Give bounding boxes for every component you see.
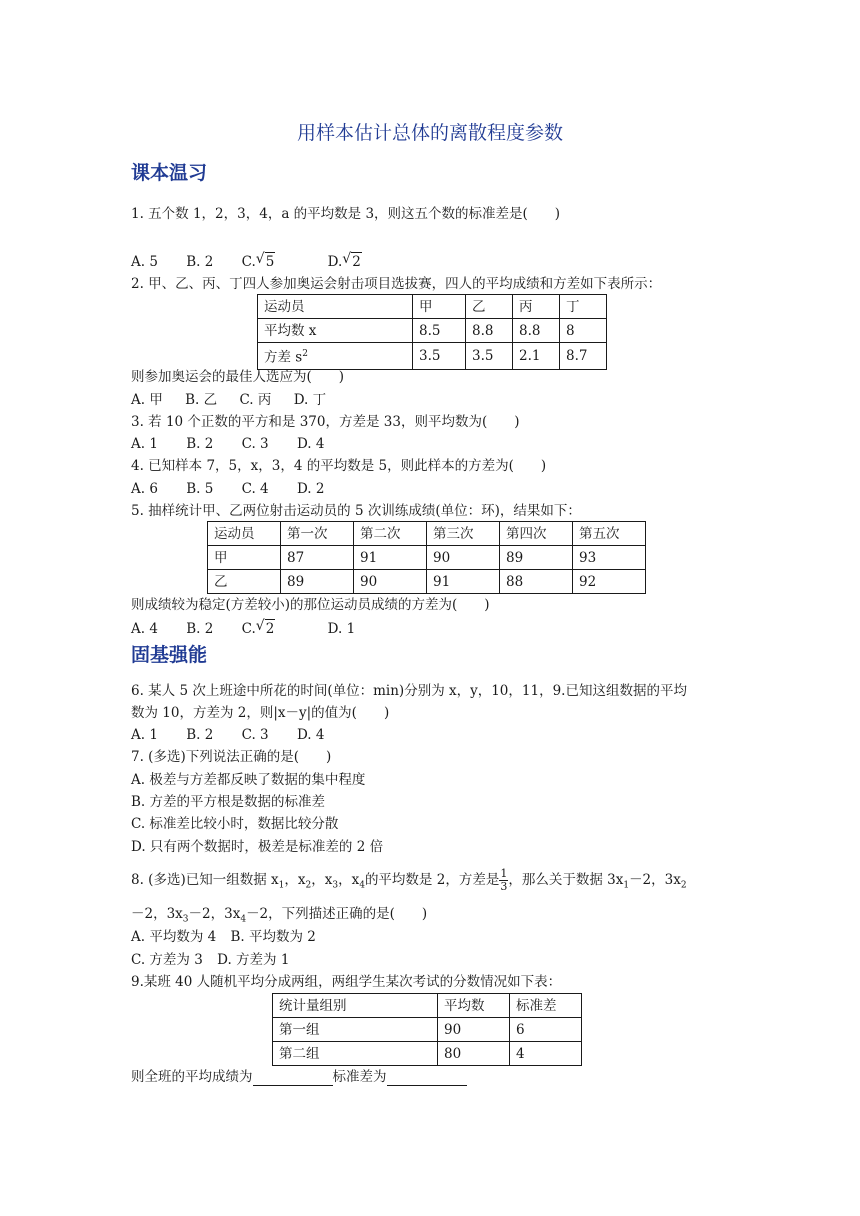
question-5-options bbox=[131, 619, 379, 638]
q3-option-b: B. 2 bbox=[186, 436, 214, 452]
table-cell: 8.5 bbox=[413, 319, 466, 343]
table-row bbox=[208, 522, 646, 546]
question-6-options bbox=[131, 726, 348, 744]
table-cell: 91 bbox=[354, 546, 427, 570]
table-cell: 乙 bbox=[208, 570, 281, 594]
table-cell: 平均数 x bbox=[258, 319, 413, 343]
q6-option-b: B. 2 bbox=[186, 727, 214, 743]
q5-option-d: D. 1 bbox=[327, 621, 356, 637]
table-cell: 第四次 bbox=[500, 522, 573, 546]
table-cell: 第二组 bbox=[273, 1042, 438, 1066]
table-cell: 标准差 bbox=[510, 994, 582, 1018]
q1-option-c: C.√ 5 bbox=[242, 252, 300, 271]
q4-option-c: C. 4 bbox=[241, 481, 269, 497]
question-8-stem-line2: －2，$3x_3-2$，$3x_4-2$，下列描述正确的是( ) bbox=[131, 906, 428, 925]
table-cell: 92 bbox=[573, 570, 646, 594]
question-1-options bbox=[131, 252, 410, 271]
table-cell: 90 bbox=[354, 570, 427, 594]
table-row bbox=[258, 319, 607, 343]
table-cell: 运动员 bbox=[258, 295, 413, 319]
q3-option-c: C. 3 bbox=[241, 436, 269, 452]
fraction-one-third: $\frac{1}{3}$ bbox=[500, 867, 508, 893]
answer-blank-std[interactable] bbox=[387, 1071, 467, 1086]
table-cell: 丁 bbox=[560, 295, 607, 319]
table-cell: 甲 bbox=[413, 295, 466, 319]
answer-blank-mean[interactable] bbox=[253, 1071, 333, 1086]
q7-option-a: A. 极差与方差都反映了数据的集中程度 bbox=[131, 772, 366, 788]
question-2-stem: 2. 甲、乙、丙、丁四人参加奥运会射击项目选拔赛，四人的平均成绩和方差如下表所示： bbox=[131, 276, 662, 292]
q1-option-b: B. 2 bbox=[186, 254, 214, 270]
table-cell: 平均数 bbox=[438, 994, 510, 1018]
q5-option-b: B. 2 bbox=[186, 621, 214, 637]
table-cell: 87 bbox=[281, 546, 354, 570]
question-9-stem: 9.某班 40 人随机平均分成两组，两组学生某次考试的分数情况如下表： bbox=[131, 974, 562, 990]
table-cell: 3.5 bbox=[466, 343, 513, 370]
table-cell: 89 bbox=[500, 546, 573, 570]
answer-label-mean: 则全班的平均成绩为 bbox=[131, 1069, 253, 1085]
question-5-question: 则成绩较为稳定(方差较小)的那位运动员成绩的方差为( ) bbox=[131, 597, 490, 613]
table-cell: 第五次 bbox=[573, 522, 646, 546]
q2-option-a: A. 甲 bbox=[131, 392, 163, 408]
q5-option-c: C.√ 2 bbox=[242, 619, 300, 638]
table-cell: 90 bbox=[427, 546, 500, 570]
table-cell: 第三次 bbox=[427, 522, 500, 546]
question-8-options-row2 bbox=[131, 951, 313, 969]
question-9-answer-line bbox=[131, 1068, 467, 1086]
table-cell: 方差 $s^2$ bbox=[258, 343, 413, 370]
answer-label-std: 标准差为 bbox=[332, 1069, 387, 1085]
table-row bbox=[208, 546, 646, 570]
table-row bbox=[258, 343, 607, 370]
table-cell: 乙 bbox=[466, 295, 513, 319]
table-cell: 统计量组别 bbox=[273, 994, 438, 1018]
table-cell: 8.8 bbox=[466, 319, 513, 343]
table-cell: 91 bbox=[427, 570, 500, 594]
table-cell: 8 bbox=[560, 319, 607, 343]
q2-option-d: D. 丁 bbox=[293, 392, 327, 408]
table-cell: 89 bbox=[281, 570, 354, 594]
q8-option-b: B. 平均数为 2 bbox=[230, 929, 316, 945]
table-cell: 运动员 bbox=[208, 522, 281, 546]
q8-option-c: C. 方差为 3 bbox=[131, 952, 203, 968]
question-7-stem: 7. (多选)下列说法正确的是( ) bbox=[131, 749, 332, 765]
q8-option-d: D. 方差为 1 bbox=[217, 952, 290, 968]
question-3-options bbox=[131, 435, 348, 453]
question-6-stem-line1: 6. 某人 5 次上班途中所花的时间(单位：min)分别为 x，y，10，11，9.已知这组数据的平均 bbox=[131, 683, 687, 699]
q8-option-a: A. 平均数为 4 bbox=[131, 929, 217, 945]
table-cell: 8.8 bbox=[513, 319, 560, 343]
table-cell: 第二次 bbox=[354, 522, 427, 546]
page-title: 用样本估计总体的离散程度参数 bbox=[296, 122, 563, 144]
question-4-options bbox=[131, 480, 348, 498]
table-cell: 第一组 bbox=[273, 1018, 438, 1042]
table-cell: 8.7 bbox=[560, 343, 607, 370]
q6-option-c: C. 3 bbox=[241, 727, 269, 743]
q6-option-a: A. 1 bbox=[131, 727, 158, 743]
table-cell: 3.5 bbox=[413, 343, 466, 370]
q1-option-d: D.√ 2 bbox=[328, 252, 386, 271]
q1-option-a: A. 5 bbox=[131, 254, 158, 270]
table-row bbox=[273, 994, 582, 1018]
question-3-stem: 3. 若 10 个正数的平方和是 370，方差是 33，则平均数为( ) bbox=[131, 414, 520, 430]
q4-option-b: B. 5 bbox=[186, 481, 214, 497]
q7-option-d: D. 只有两个数据时，极差是标准差的 2 倍 bbox=[131, 839, 384, 855]
q4-option-d: D. 2 bbox=[296, 481, 325, 497]
q9-group-table bbox=[272, 993, 582, 1066]
table-row bbox=[273, 1042, 582, 1066]
q6-option-d: D. 4 bbox=[296, 727, 325, 743]
section-heading-review: 课本温习 bbox=[131, 162, 208, 184]
table-cell: 80 bbox=[438, 1042, 510, 1066]
table-cell: 甲 bbox=[208, 546, 281, 570]
table-cell: 2.1 bbox=[513, 343, 560, 370]
q5-training-table bbox=[207, 521, 646, 594]
q7-option-b: B. 方差的平方根是数据的标准差 bbox=[131, 794, 326, 810]
q5-option-a: A. 4 bbox=[131, 621, 158, 637]
table-cell: 93 bbox=[573, 546, 646, 570]
question-6-stem-line2: 数为 10，方差为 2，则|x－y|的值为( ) bbox=[131, 705, 390, 721]
table-cell: 6 bbox=[510, 1018, 582, 1042]
question-2-options bbox=[131, 391, 344, 409]
table-row bbox=[208, 570, 646, 594]
q2-option-c: C. 丙 bbox=[239, 392, 272, 408]
table-row bbox=[258, 295, 607, 319]
q7-option-c: C. 标准差比较小时，数据比较分散 bbox=[131, 816, 339, 832]
question-4-stem: 4. 已知样本 7，5，x，3，4 的平均数是 5，则此样本的方差为( ) bbox=[131, 458, 547, 474]
section-heading-consolidate: 固基强能 bbox=[131, 644, 208, 666]
table-cell: 88 bbox=[500, 570, 573, 594]
q2-score-table bbox=[257, 294, 607, 370]
table-cell: 第一次 bbox=[281, 522, 354, 546]
q3-option-d: D. 4 bbox=[296, 436, 325, 452]
q3-option-a: A. 1 bbox=[131, 436, 158, 452]
question-8-stem-line1: 8. (多选)已知一组数据 $x_1$，$x_2$，$x_3$，$x_4$的平均数是 2，方差是 $\frac{1}{3}$ ，那么关于数据 $3x_1-2$，$3x_2$ bbox=[131, 867, 687, 893]
question-8-options-row1 bbox=[131, 928, 340, 946]
q4-option-a: A. 6 bbox=[131, 481, 158, 497]
q2-option-b: B. 乙 bbox=[185, 392, 218, 408]
table-cell: 丙 bbox=[513, 295, 560, 319]
question-5-stem: 5. 抽样统计甲、乙两位射击运动员的 5 次训练成绩(单位：环)，结果如下： bbox=[131, 503, 581, 519]
table-cell: 90 bbox=[438, 1018, 510, 1042]
table-row bbox=[273, 1018, 582, 1042]
table-cell: 4 bbox=[510, 1042, 582, 1066]
question-2-question: 则参加奥运会的最佳人选应为( ) bbox=[131, 369, 345, 385]
question-1-stem: 1. 五个数 1，2，3，4，a 的平均数是 3，则这五个数的标准差是( ) bbox=[131, 206, 561, 222]
